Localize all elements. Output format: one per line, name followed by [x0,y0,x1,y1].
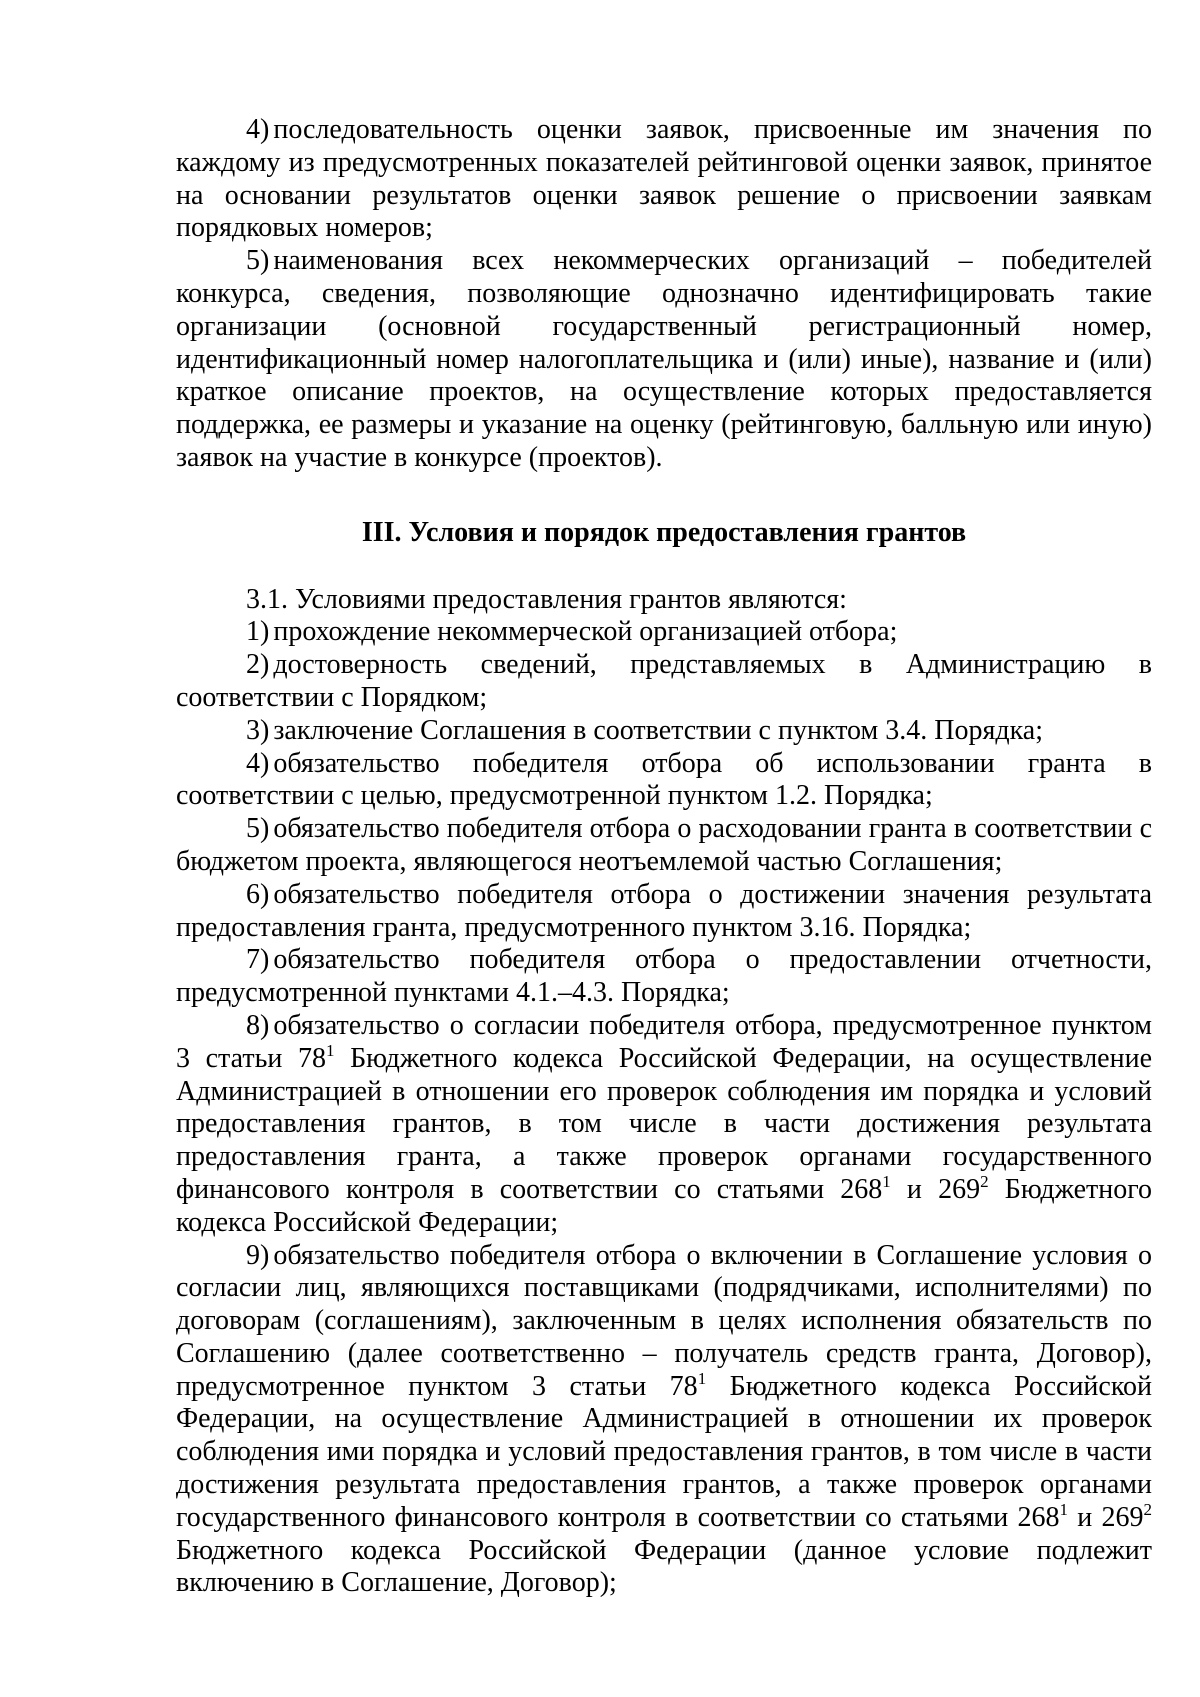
superscript: 1 [697,1368,707,1388]
item-number: 6) [246,878,270,910]
list-item [176,715,1152,748]
item-text-part: обязательство о согласии победителя отбора, предусмотренное пунктом 3 статьи 78 [176,1009,1152,1074]
item-text: обязательство победителя отбора о предоставлении отчетности, предусмотренной пунктами 4.1.–4.3. Порядка; [176,944,1152,1009]
item-text-part: и 269 [890,1173,981,1205]
item-number: 4) [246,114,270,145]
item-number: 5) [246,813,270,845]
list-item [176,944,1152,1010]
item-text-part: обязательство победителя отбора о включении в Соглашение условия о согласии лиц, являющихся поставщиками (подрядчиками, исполнителями) по договорам (соглашениям), заключенным в целях исполнения обязательств по Соглашению (далее соответственно – получатель средств гранта, Договор), предусмотренное пунктом 3 статьи 78 [176,1239,1152,1402]
section-intro: 3.1. Условиями предоставления грантов являются: [246,583,847,615]
list-item [176,649,1152,715]
item-text: последовательность оценки заявок, присвоенные им значения по каждому из предусмотренных показателей рейтинговой оценки заявок, принятое на основании результатов оценки заявок решение о присвоении заявкам порядковых номеров; [176,114,1152,244]
item-text: обязательство победителя отбора о достижении значения результата предоставления гранта, предусмотренного пунктом 3.16. Порядка; [176,878,1152,943]
item-number: 9) [246,1239,270,1271]
item-number: 8) [246,1009,270,1041]
item-text-part: и 269 [1067,1501,1144,1533]
list-item [176,1240,1152,1601]
item-text-part: Бюджетного кодекса Российской Федерации, на осуществление Администрацией в отношении их проверок соблюдения ими порядка и условий предоставления грантов, в том числе в части достижения результата предоставления грантов, а также проверок органами государственного финансового контроля в соответствии со статьями 268 [176,1370,1153,1533]
superscript: 2 [980,1171,989,1191]
list-item [176,748,1152,814]
item-text: обязательство победителя отбора об использовании гранта в соответствии с целью, предусмотренной пунктом 1.2. Порядка; [176,747,1152,812]
superscript: 1 [1059,1499,1068,1519]
item-text-part: Бюджетного кодекса Российской Федерации; [176,1173,1153,1238]
item-text: достоверность сведений, представляемых в Администрацию в соответствии с Порядком; [176,649,1152,713]
superscript: 2 [1143,1499,1152,1519]
list-item [176,114,1152,245]
item-text-part: Бюджетного кодекса Российской Федерации (данное условие подлежит включению в Соглашение, Договор); [176,1534,1152,1599]
item-text: наименования всех некоммерческих организаций – победителей конкурса, сведения, позволяющие однозначно идентифицировать такие организации (основной государственный регистрационный номер, идентификационный номер налогоплательщика и (или) иные), название и (или) краткое описание проектов, на осуществление которых предоставляется поддержка, ее размеры и указание на оценку (рейтинговую, балльную или иную) заявок на участие в конкурсе (проектов). [176,245,1152,473]
list-item [176,879,1152,945]
item-number: 3) [246,714,270,746]
document-page [176,114,1152,1600]
item-number: 5) [246,245,270,277]
section-title: III. Условия и порядок предоставления грантов [361,516,967,548]
item-number: 7) [246,944,270,976]
item-number: 4) [246,747,270,779]
list-item [176,616,1152,649]
superscript: 1 [882,1171,891,1191]
item-text: заключение Соглашения в соответствии с пунктом 3.4. Порядка; [273,714,1043,746]
item-text: прохождение некоммерческой организацией отбора; [273,616,898,648]
item-text: обязательство победителя отбора о расходовании гранта в соответствии с бюджетом проекта, являющегося неотъемлемой частью Соглашения; [176,813,1152,877]
item-number: 2) [246,649,270,681]
list-item [176,813,1152,879]
list-item [176,1010,1152,1240]
item-number: 1) [246,616,270,648]
item-text-part: Бюджетного кодекса Российской Федерации, на осуществление Администрацией в отношении его проверок соблюдения им порядка и условий предоставления грантов, в том числе в части достижения результата предоставления гранта, а также проверок органами государственного финансового контроля в соответствии со статьями 268 [176,1042,1152,1205]
superscript: 1 [325,1040,335,1060]
list-item [176,245,1152,475]
